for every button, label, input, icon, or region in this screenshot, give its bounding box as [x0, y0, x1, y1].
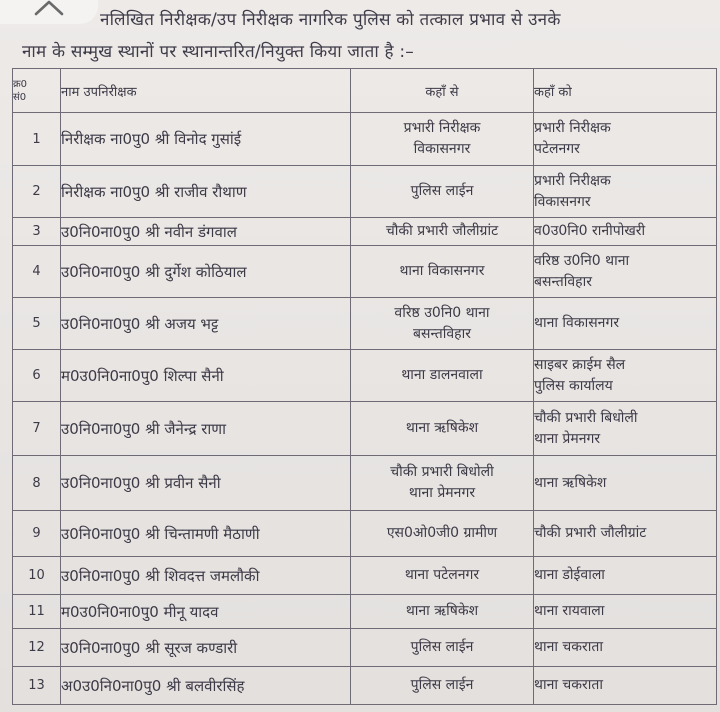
- header-from: कहाँ से: [351, 69, 534, 113]
- posted-from-cell: [351, 595, 534, 629]
- posted-to-cell: [534, 402, 717, 456]
- posted-from-line: थाना विकासनगर: [399, 263, 485, 279]
- officer-name-cell: उ0नि0ना0पु0 श्री चिन्तामणी मैठाणी: [61, 511, 351, 557]
- posted-from-cell: [351, 166, 534, 218]
- serial-number-cell: 10: [13, 557, 61, 595]
- posted-from-line: थाना ऋषिकेश: [405, 420, 479, 436]
- transfer-table: [12, 68, 717, 705]
- posted-to-cell: [534, 667, 717, 705]
- posted-from-cell: [351, 113, 534, 166]
- posted-from-line: पुलिस लाईन: [410, 677, 474, 693]
- officer-name-cell: उ0नि0ना0पु0 श्री अजय भट्ट: [61, 298, 351, 350]
- intro-line-1: नलिखित निरीक्षक/उप निरीक्षक नागरिक पुलिस को तत्काल प्रभाव से उनके: [100, 10, 561, 30]
- officer-name-cell: अ0उ0नि0ना0पु0 श्री बलवीरसिंह: [61, 667, 351, 705]
- posted-to-cell: [534, 629, 717, 667]
- posted-to-line: पुलिस कार्यालय: [534, 377, 613, 394]
- posted-to-cell: [534, 456, 717, 511]
- posted-to-line: थाना विकासनगर: [534, 315, 620, 331]
- table-row: [13, 350, 717, 402]
- posted-from-line: एस0ओ0जी0 ग्रामीण: [386, 525, 498, 541]
- officer-name-cell: निरीक्षक ना0पु0 श्री विनोद गुसांई: [61, 113, 351, 166]
- posted-to-cell: [534, 557, 717, 595]
- posted-from-cell: [351, 456, 534, 511]
- table-row: [13, 557, 717, 595]
- serial-number-cell: 1: [13, 113, 61, 166]
- posted-from-line: विकासनगर: [413, 141, 471, 157]
- posted-from-cell: [351, 298, 534, 350]
- collapse-button[interactable]: [0, 0, 98, 24]
- posted-to-cell: [534, 511, 717, 557]
- posted-from-line: चौकी प्रभारी जौलीग्रांट: [385, 223, 499, 239]
- table-row: [13, 113, 717, 166]
- posted-to-line: व0उ0नि0 रानीपोखरी: [534, 223, 646, 239]
- posted-to-line: पटेलनगर: [534, 141, 580, 157]
- posted-to-cell: [534, 595, 717, 629]
- posted-from-line: बसन्तविहार: [413, 325, 471, 342]
- posted-from-cell: [351, 667, 534, 705]
- posted-from-line: थाना पटेलनगर: [404, 567, 480, 583]
- posted-to-line: थाना प्रेमनगर: [534, 430, 601, 447]
- header-serial-number: क्र0 सं0: [13, 69, 61, 113]
- officer-name-cell: उ0नि0ना0पु0 श्री शिवदत्त जमलौकी: [61, 557, 351, 595]
- posted-to-line: प्रभारी निरीक्षक: [534, 120, 611, 136]
- serial-number-cell: 8: [13, 456, 61, 511]
- posted-to-line: वरिष्ठ उ0नि0 थाना: [534, 252, 630, 269]
- posted-from-line: थाना डालनवाला: [401, 367, 483, 383]
- intro-paragraph: [22, 4, 712, 68]
- officer-name-cell: निरीक्षक ना0पु0 श्री राजीव रौथाण: [61, 166, 351, 218]
- table-row: [13, 246, 717, 298]
- posted-to-line: थाना रायवाला: [534, 603, 605, 619]
- posted-from-line: थाना प्रेमनगर: [408, 485, 476, 501]
- serial-number-cell: 12: [13, 629, 61, 667]
- serial-number-cell: 2: [13, 166, 61, 218]
- posted-from-line: चौकी प्रभारी बिधोली: [390, 464, 494, 480]
- header-to: कहाँ को: [534, 69, 717, 113]
- posted-from-cell: [351, 511, 534, 557]
- officer-name-cell: म0उ0नि0ना0पु0 शिल्पा सैनी: [61, 350, 351, 402]
- serial-number-cell: 11: [13, 595, 61, 629]
- posted-to-cell: [534, 113, 717, 166]
- posted-to-line: विकासनगर: [534, 193, 591, 210]
- table-row: [13, 298, 717, 350]
- serial-number-cell: 7: [13, 402, 61, 456]
- officer-name-cell: उ0नि0ना0पु0 श्री प्रवीन सैनी: [61, 456, 351, 511]
- posted-to-cell: [534, 166, 717, 218]
- table-row: [13, 402, 717, 456]
- header-name: नाम उपनिरीक्षक: [61, 69, 351, 113]
- serial-number-cell: 5: [13, 298, 61, 350]
- posted-to-cell: [534, 350, 717, 402]
- table-row: [13, 218, 717, 246]
- table-row: [13, 595, 717, 629]
- posted-to-line: बसन्तविहार: [534, 273, 592, 290]
- posted-from-line: थाना ऋषिकेश: [405, 603, 479, 619]
- posted-from-cell: [351, 557, 534, 595]
- posted-to-cell: [534, 218, 717, 246]
- posted-to-line: थाना चकराता: [534, 639, 604, 655]
- serial-number-cell: 6: [13, 350, 61, 402]
- serial-number-cell: 13: [13, 667, 61, 705]
- posted-to-cell: [534, 246, 717, 298]
- posted-from-cell: [351, 218, 534, 246]
- table-header-row: [13, 69, 717, 113]
- posted-from-cell: [351, 402, 534, 456]
- serial-number-cell: 9: [13, 511, 61, 557]
- serial-number-cell: 3: [13, 218, 61, 246]
- posted-from-line: वरिष्ठ उ0नि0 थाना: [394, 304, 490, 321]
- serial-number-cell: 4: [13, 246, 61, 298]
- officer-name-cell: उ0नि0ना0पु0 श्री दुर्गेश कोठियाल: [61, 246, 351, 298]
- table-row: [13, 511, 717, 557]
- posted-to-line: थाना ऋषिकेश: [534, 474, 607, 491]
- officer-name-cell: उ0नि0ना0पु0 श्री नवीन डंगवाल: [61, 218, 351, 246]
- posted-from-line: पुलिस लाईन: [410, 639, 474, 655]
- officer-name-cell: उ0नि0ना0पु0 श्री जैनेन्द्र राणा: [61, 402, 351, 456]
- posted-from-cell: [351, 629, 534, 667]
- posted-to-line: साइबर क्राईम सैल: [534, 356, 626, 373]
- table-row: [13, 667, 717, 705]
- officer-name-cell: उ0नि0ना0पु0 श्री सूरज कण्डारी: [61, 629, 351, 667]
- table-row: [13, 166, 717, 218]
- posted-from-line: प्रभारी निरीक्षक: [403, 120, 481, 136]
- table-row: [13, 629, 717, 667]
- posted-from-cell: [351, 246, 534, 298]
- posted-to-line: चौकी प्रभारी जौलीग्रांट: [534, 525, 647, 541]
- posted-to-line: थाना चकराता: [534, 677, 604, 693]
- posted-from-line: पुलिस लाईन: [410, 183, 474, 199]
- chevron-up-icon: [32, 0, 66, 18]
- posted-from-cell: [351, 350, 534, 402]
- officer-name-cell: म0उ0नि0ना0पु0 मीनू यादव: [61, 595, 351, 629]
- posted-to-line: प्रभारी निरीक्षक: [534, 172, 611, 189]
- table-row: [13, 456, 717, 511]
- posted-to-line: चौकी प्रभारी बिधोली: [534, 409, 638, 426]
- posted-to-cell: [534, 298, 717, 350]
- posted-to-line: थाना डोईवाला: [534, 567, 605, 583]
- intro-line-2: नाम के सम्मुख स्थानों पर स्थानान्तरित/नियुक्त किया जाता है :–: [22, 42, 414, 62]
